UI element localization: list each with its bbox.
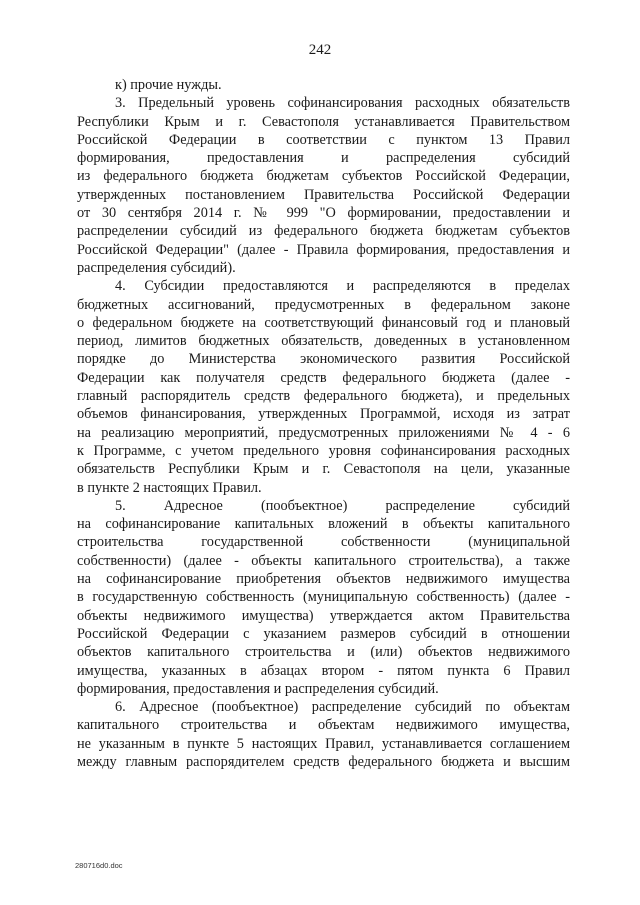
text-line: формирования, предоставления и распределения субсидий bbox=[77, 150, 570, 167]
text-line: о федеральном бюджете на соответствующий финансовый год и плановый bbox=[77, 314, 570, 331]
text-line: распределения субсидий). bbox=[77, 259, 236, 276]
text-line: между главным распорядителем средств федерального бюджета и высшим bbox=[77, 753, 570, 770]
text-line: формирования, предоставления и распределения субсидий. bbox=[77, 680, 439, 697]
text-line: 4. Субсидии предоставляются и распределяются в пределах bbox=[115, 278, 570, 295]
text-line: объекты недвижимого имущества) утверждается актом Правительства bbox=[77, 607, 570, 624]
text-line: на софинансирование приобретения объектов недвижимого имущества bbox=[77, 571, 570, 588]
text-line: в государственную собственность (муниципальную собственность) (далее - bbox=[77, 589, 570, 606]
text-line: на реализацию мероприятий, предусмотренных приложениями № 4 - 6 bbox=[77, 424, 570, 441]
text-line: объектов капитального строительства и (или) объектов недвижимого bbox=[77, 644, 570, 661]
text-line: собственности) (далее - объекты капитального строительства), а также bbox=[77, 552, 570, 569]
text-line: не указанным в пункте 5 настоящих Правил, устанавливается соглашением bbox=[77, 735, 570, 752]
text-line: от 30 сентября 2014 г. № 999 "О формировании, предоставлении и bbox=[77, 205, 570, 222]
file-name-footer: 280716d0.doc bbox=[75, 861, 123, 870]
text-line: бюджетных ассигнований, предусмотренных в федеральном законе bbox=[77, 296, 570, 313]
text-line: обязательств Республики Крым и г. Севастополя на цели, указанные bbox=[77, 461, 570, 478]
text-line: утвержденных постановлением Правительства Российской Федерации bbox=[77, 186, 570, 203]
text-line: распределении субсидий из федерального бюджета бюджетам субъектов bbox=[77, 223, 570, 240]
text-line: 6. Адресное (пообъектное) распределение субсидий по объектам bbox=[115, 699, 570, 716]
text-line: к) прочие нужды. bbox=[115, 77, 222, 93]
page-number: 242 bbox=[308, 42, 332, 58]
text-line: 5. Адресное (пообъектное) распределение субсидий bbox=[115, 497, 570, 514]
text-line: 3. Предельный уровень софинансирования расходных обязательств bbox=[115, 95, 570, 112]
document-body bbox=[77, 76, 570, 771]
text-line: в пункте 2 настоящих Правил. bbox=[77, 479, 262, 496]
text-line: Федерации как получателя средств федерального бюджета (далее - bbox=[77, 369, 570, 386]
text-line: Республики Крым и г. Севастополя устанавливается Правительством bbox=[77, 113, 570, 130]
text-line: объемов финансирования, утвержденных Программой, исходя из затрат bbox=[77, 406, 570, 423]
text-line: на софинансирование капитальных вложений в объекты капитального bbox=[77, 516, 570, 533]
text-line: из федерального бюджета бюджетам субъектов Российской Федерации, bbox=[77, 168, 570, 185]
text-line: Российской Федерации" (далее - Правила формирования, предоставления и bbox=[77, 241, 570, 258]
text-line: главный распорядитель средств федерального бюджета), и предельных bbox=[77, 388, 570, 405]
text-line: к Программе, с учетом предельного уровня софинансирования расходных bbox=[77, 442, 570, 459]
text-line: имущества, указанных в абзацах втором - пятом пункта 6 Правил bbox=[77, 662, 570, 679]
text-line: строительства государственной собственности (муниципальной bbox=[77, 534, 570, 551]
text-line: Российской Федерации в соответствии с пунктом 13 Правил bbox=[77, 131, 570, 148]
text-line: порядке до Министерства экономического развития Российской bbox=[77, 351, 570, 368]
text-line: период, лимитов бюджетных обязательств, доведенных в установленном bbox=[77, 333, 570, 350]
text-line: капитального строительства и объектам недвижимого имущества, bbox=[77, 717, 570, 734]
text-line: Российской Федерации с указанием размеров субсидий в отношении bbox=[77, 625, 570, 642]
